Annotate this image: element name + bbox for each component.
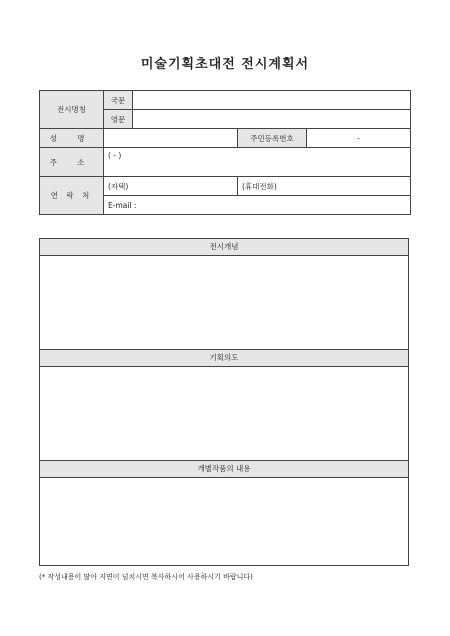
address-field[interactable]: ( - )	[104, 148, 411, 177]
contact-label: 연 락 처	[40, 177, 104, 215]
home-phone-field[interactable]: (자택)	[104, 177, 238, 196]
concept-field[interactable]	[40, 256, 408, 349]
name-field[interactable]	[104, 129, 238, 148]
mobile-phone-field[interactable]: (휴대전화)	[238, 177, 411, 196]
footnote: (* 작성내용이 많아 지면이 넘치시면 복사하시어 사용하시기 바랍니다)	[39, 573, 253, 581]
resident-id-label: 주민등록번호	[238, 129, 307, 148]
applicant-info-table	[39, 90, 411, 215]
intent-heading: 기획의도	[40, 349, 408, 367]
name-label: 성 명	[40, 129, 104, 148]
resident-id-field[interactable]: -	[307, 129, 411, 148]
concept-heading: 전시개념	[40, 239, 408, 256]
english-title-field[interactable]	[133, 110, 411, 129]
address-label: 주 소	[40, 148, 104, 177]
korean-title-field[interactable]	[133, 91, 411, 110]
exhibition-plan-box	[39, 238, 409, 566]
english-label: 영문	[104, 110, 133, 129]
works-field[interactable]	[40, 478, 408, 568]
intent-field[interactable]	[40, 367, 408, 460]
email-field[interactable]: E-mail :	[104, 196, 411, 215]
exhibition-name-label: 전시명칭	[40, 91, 104, 129]
document-title: 미술기획초대전 전시계획서	[140, 57, 310, 72]
works-heading: 개별작품의 내용	[40, 460, 408, 478]
korean-label: 국문	[104, 91, 133, 110]
